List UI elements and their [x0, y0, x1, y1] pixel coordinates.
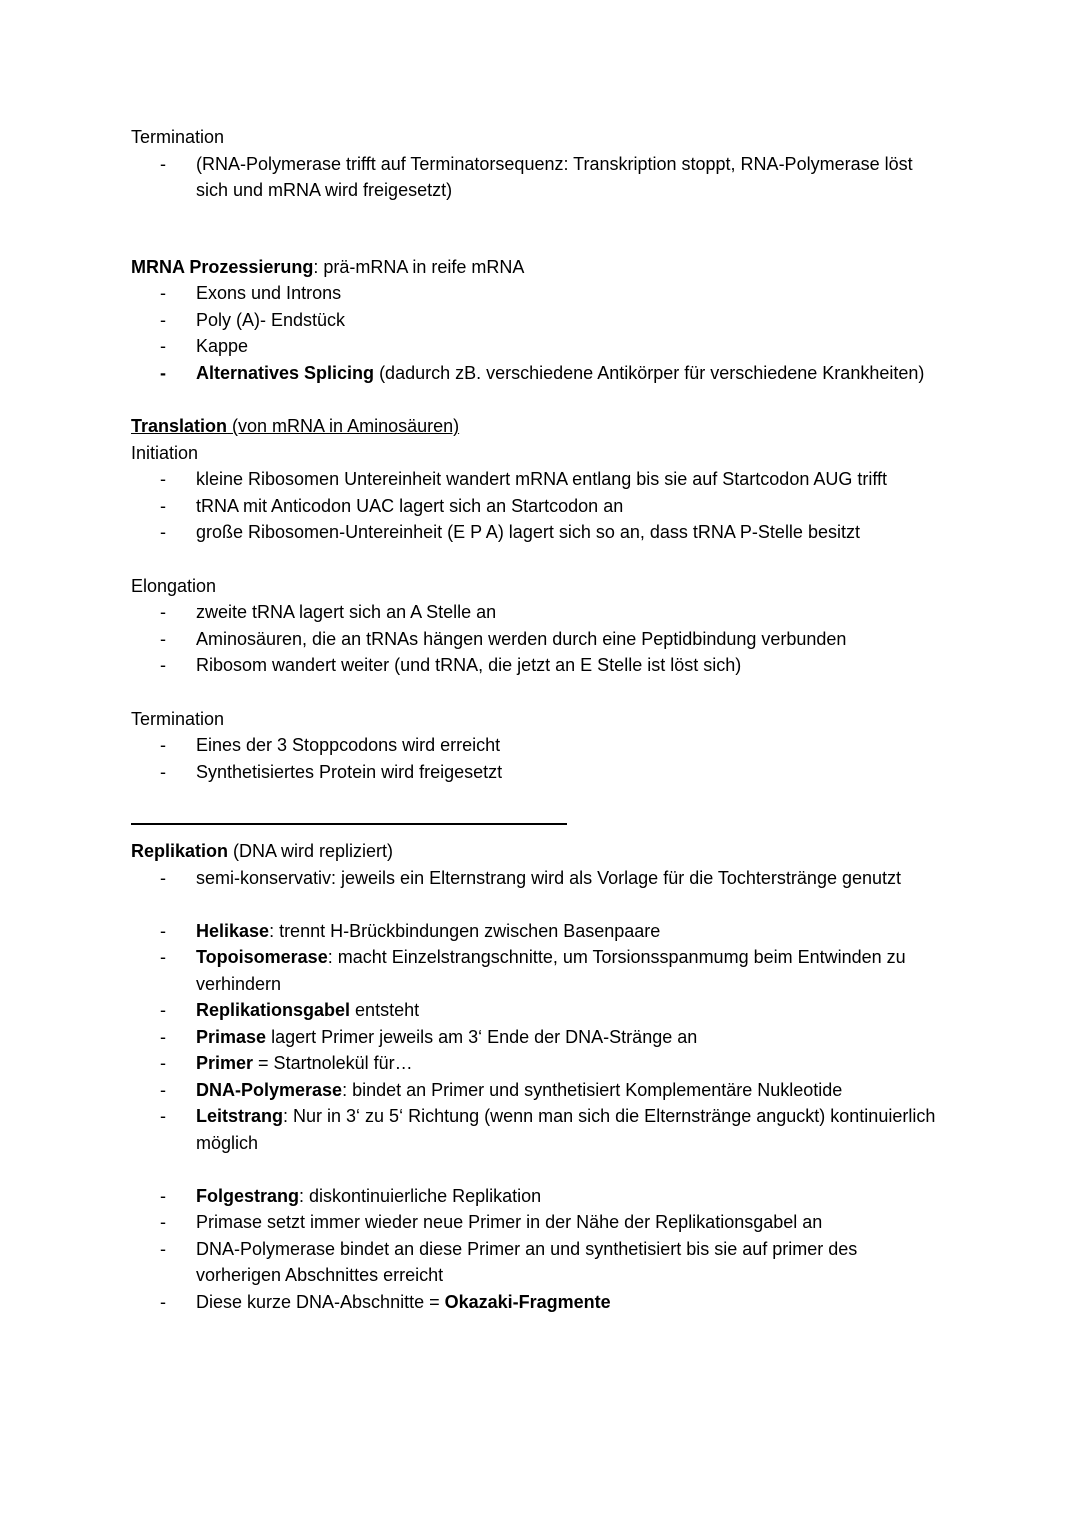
bullet-item — [131, 1236, 946, 1289]
section-heading — [131, 413, 946, 440]
dash-bullet-icon: - — [160, 735, 166, 755]
bullet-text: Poly (A)- Endstück — [196, 309, 346, 330]
bullet-item — [131, 944, 946, 997]
bullet-item — [131, 599, 946, 626]
section-termination-transcription — [131, 124, 946, 204]
dash-bullet-icon: - — [160, 469, 166, 489]
dash-bullet-icon: - — [160, 1053, 166, 1073]
section-mrna-prozessierung — [131, 254, 946, 387]
bullet-item — [131, 1077, 946, 1104]
bullet-text-bold: Alternatives Splicing — [196, 362, 375, 383]
bullet-text-bold: Replikationsgabel — [196, 1000, 351, 1020]
bullet-item — [131, 493, 946, 520]
dash-bullet-icon: - — [160, 947, 166, 967]
bullet-item — [131, 997, 946, 1024]
dash-bullet-icon: - — [160, 1106, 166, 1126]
heading-bold-text: Translation — [131, 416, 228, 436]
bullet-text: Ribosom wandert weiter (und tRNA, die jetzt an E Stelle ist löst sich) — [196, 655, 742, 675]
bullet-text: lagert Primer jeweils am 3‘ Ende der DNA-Stränge an — [266, 1026, 698, 1047]
bullet-text: Aminosäuren, die an tRNAs hängen werden durch eine Peptidbindung verbunden — [196, 628, 847, 649]
dash-bullet-icon: - — [160, 1000, 166, 1020]
dash-bullet-icon: - — [160, 1079, 166, 1100]
dash-bullet-icon: - — [160, 522, 166, 542]
dash-bullet-icon: - — [160, 495, 166, 516]
bullet-item — [131, 1103, 946, 1156]
dash-bullet-icon: - — [160, 1238, 166, 1259]
section-heading — [131, 254, 946, 281]
bullet-text: entsteht — [350, 1000, 420, 1020]
dash-bullet-icon: - — [160, 1185, 166, 1206]
bullet-text-bold: Topoisomerase — [196, 947, 328, 967]
bullet-text: semi-konservativ: jeweils ein Elternstrang wird als Vorlage für die Tochterstränge genutzt — [196, 867, 902, 888]
bullet-text: (RNA-Polymerase trifft auf Terminatorsequenz: Transkription stoppt, RNA-Polymerase löst sich und mRNA wird freigesetzt) — [196, 153, 918, 200]
bullet-item — [131, 918, 946, 945]
bullet-text-bold: Primer — [196, 1053, 254, 1073]
heading-text: (von mRNA in Aminosäuren) — [227, 416, 460, 436]
heading-text: (DNA wird repliziert) — [228, 841, 394, 861]
bullet-text-bold: Folgestrang — [196, 1185, 300, 1206]
section-heading — [131, 124, 946, 151]
bullet-item — [131, 865, 946, 892]
bullet-text: Synthetisiertes Protein wird freigesetzt — [196, 761, 503, 782]
section-elongation — [131, 573, 946, 679]
bullet-text-bold: Primase — [196, 1026, 267, 1047]
dash-bullet-icon: - — [160, 655, 166, 675]
bullet-text: zweite tRNA lagert sich an A Stelle an — [196, 602, 497, 622]
bullet-item — [131, 519, 946, 546]
bullet-item — [131, 1024, 946, 1051]
bullet-item — [131, 360, 946, 387]
bullet-item — [131, 280, 946, 307]
dash-bullet-icon: - — [160, 283, 166, 303]
bullet-text-bold: Helikase — [196, 920, 270, 941]
dash-bullet-icon: - — [160, 1291, 166, 1312]
bullet-text-bold: Okazaki-Fragmente — [444, 1291, 611, 1312]
bullet-item — [131, 652, 946, 679]
bullet-item — [131, 732, 946, 759]
dash-bullet-icon: - — [160, 628, 166, 649]
dash-bullet-icon: - — [160, 362, 166, 383]
bullet-item — [131, 333, 946, 360]
bullet-text: große Ribosomen-Untereinheit (E P A) lagert sich so an, dass tRNA P-Stelle besitzt — [196, 522, 860, 542]
dash-bullet-icon: - — [160, 602, 166, 622]
bullet-item — [131, 1209, 946, 1236]
bullet-text: Exons und Introns — [196, 283, 342, 303]
bullet-text: Eines der 3 Stoppcodons wird erreicht — [196, 735, 501, 755]
bullet-text: Primase setzt immer wieder neue Primer in der Nähe der Replikationsgabel an — [196, 1212, 823, 1232]
heading-text: Elongation — [131, 575, 217, 596]
bullet-text: tRNA mit Anticodon UAC lagert sich an Startcodon an — [196, 495, 624, 516]
bullet-text: Diese kurze DNA-Abschnitte = — [196, 1291, 445, 1312]
bullet-text: : trennt H-Brückbindungen zwischen Basenpaare — [269, 920, 661, 941]
section-heading — [131, 706, 946, 733]
subsection-heading: Initiation — [131, 442, 199, 463]
heading-text: Termination — [131, 127, 225, 147]
dash-bullet-icon: - — [160, 867, 166, 888]
bullet-text: kleine Ribosomen Untereinheit wandert mRNA entlang bis sie auf Startcodon AUG trifft — [196, 469, 888, 489]
heading-text: : prä-mRNA in reife mRNA — [313, 256, 525, 277]
section-heading — [131, 838, 946, 865]
bullet-text: : bindet an Primer und synthetisiert Komplementäre Nukleotide — [342, 1079, 843, 1100]
dash-bullet-icon: - — [160, 309, 166, 330]
bullet-item — [131, 1050, 946, 1077]
bullet-item — [131, 759, 946, 786]
bullet-item — [131, 466, 946, 493]
heading-bold-text: Replikation — [131, 841, 229, 861]
divider-line — [131, 823, 567, 825]
dash-bullet-icon: - — [160, 1212, 166, 1232]
bullet-item — [131, 1289, 946, 1316]
section-termination-translation — [131, 706, 946, 786]
section-translation — [131, 413, 946, 546]
dash-bullet-icon: - — [160, 761, 166, 782]
section-heading — [131, 573, 946, 600]
bullet-item — [131, 307, 946, 334]
bullet-text: = Startnolekül für… — [253, 1053, 413, 1073]
bullet-text: : Nur in 3‘ zu 5‘ Richtung (wenn man sich die Elternstränge anguckt) kontinuierlich möglich — [196, 1106, 941, 1153]
dash-bullet-icon: - — [160, 336, 166, 356]
bullet-text-bold: DNA-Polymerase — [196, 1079, 343, 1100]
heading-bold-text: MRNA Prozessierung — [131, 256, 314, 277]
bullet-text-bold: Leitstrang — [196, 1106, 284, 1126]
heading-text: Termination — [131, 708, 225, 729]
bullet-text: : macht Einzelstrangschnitte, um Torsionsspanmumg beim Entwinden zu verhindern — [196, 947, 911, 994]
dash-bullet-icon: - — [160, 920, 166, 941]
bullet-text: Kappe — [196, 336, 249, 356]
bullet-text: DNA-Polymerase bindet an diese Primer an und synthetisiert bis sie auf primer des vorherigen Abschnittes erreicht — [196, 1238, 863, 1285]
bullet-text: : diskontinuierliche Replikation — [299, 1185, 542, 1206]
dash-bullet-icon: - — [160, 1026, 166, 1047]
bullet-item — [131, 151, 946, 204]
bullet-item — [131, 1183, 946, 1210]
section-replikation — [131, 838, 946, 1315]
bullet-item — [131, 626, 946, 653]
dash-bullet-icon: - — [160, 153, 166, 174]
bullet-text: (dadurch zB. verschiedene Antikörper für verschiedene Krankheiten) — [374, 362, 925, 383]
